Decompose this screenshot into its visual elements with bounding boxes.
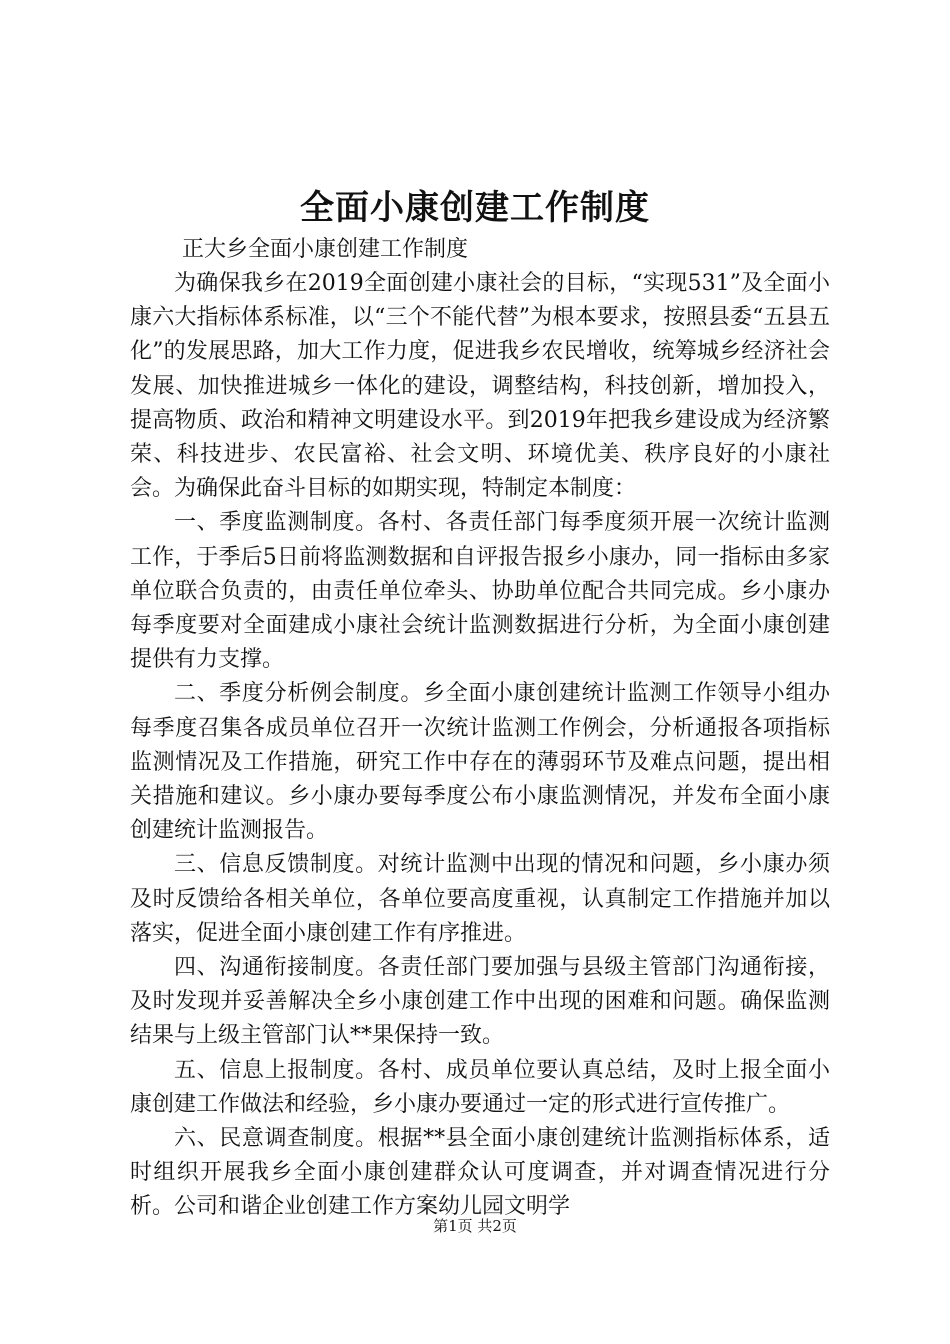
paragraph-reporting: 五、信息上报制度。各村、成员单位要认真总结，及时上报全面小康创建工作做法和经验，乡小康办要通过一定的形式进行宣传推广。: [130, 1057, 830, 1117]
paragraph-public-survey: 六、民意调查制度。根据**县全面小康创建统计监测指标体系，适时组织开展我乡全面小康创建群众认可度调查，并对调查情况进行分析。公司和谐企业创建工作方案幼儿园文明学: [130, 1126, 830, 1220]
page-number: 第1页 共2页: [433, 1217, 517, 1235]
paragraph-intro: 为确保我乡在2019全面创建小康社会的目标，“实现531”及全面小康六大指标体系标准，以“三个不能代替”为根本要求，按照县委“五县五化”的发展思路，加大工作力度，促进我乡农民增收，统筹城乡经济社会发展、加快推进城乡一体化的建设，调整结构，科技创新，增加投入，提高物质、政治和精神文明建设水平。到2019年把我乡建设成为经济繁荣、科技进步、农民富裕、社会文明、环境优美、秩序良好的小康社会。为确保此奋斗目标的如期实现，特制定本制度：: [130, 271, 830, 502]
paragraph-quarterly-monitoring: 一、季度监测制度。各村、各责任部门每季度须开展一次统计监测工作，于季后5日前将监测数据和自评报告报乡小康办，同一指标由多家单位联合负责的，由责任单位牵头、协助单位配合共同完成。乡小康办每季度要对全面建成小康社会统计监测数据进行分析，为全面小康创建提供有力支撑。: [130, 510, 830, 673]
document-title: 全面小康创建工作制度: [300, 188, 650, 228]
document-body: [130, 233, 830, 1225]
paragraph-communication: 四、沟通衔接制度。各责任部门要加强与县级主管部门沟通衔接，及时发现并妥善解决全乡小康创建工作中出现的困难和问题。确保监测结果与上级主管部门认**果保持一致。: [130, 955, 830, 1049]
document-subtitle: 正大乡全面小康创建工作制度: [182, 237, 469, 262]
paragraph-feedback: 三、信息反馈制度。对统计监测中出现的情况和问题，乡小康办须及时反馈给各相关单位，各单位要高度重视，认真制定工作措施并加以落实，促进全面小康创建工作有序推进。: [130, 852, 830, 946]
paragraph-quarterly-meeting: 二、季度分析例会制度。乡全面小康创建统计监测工作领导小组办每季度召集各成员单位召开一次统计监测工作例会，分析通报各项指标监测情况及工作措施，研究工作中存在的薄弱环节及难点问题，提出相关措施和建议。乡小康办要每季度公布小康监测情况，并发布全面小康创建统计监测报告。: [130, 681, 830, 844]
